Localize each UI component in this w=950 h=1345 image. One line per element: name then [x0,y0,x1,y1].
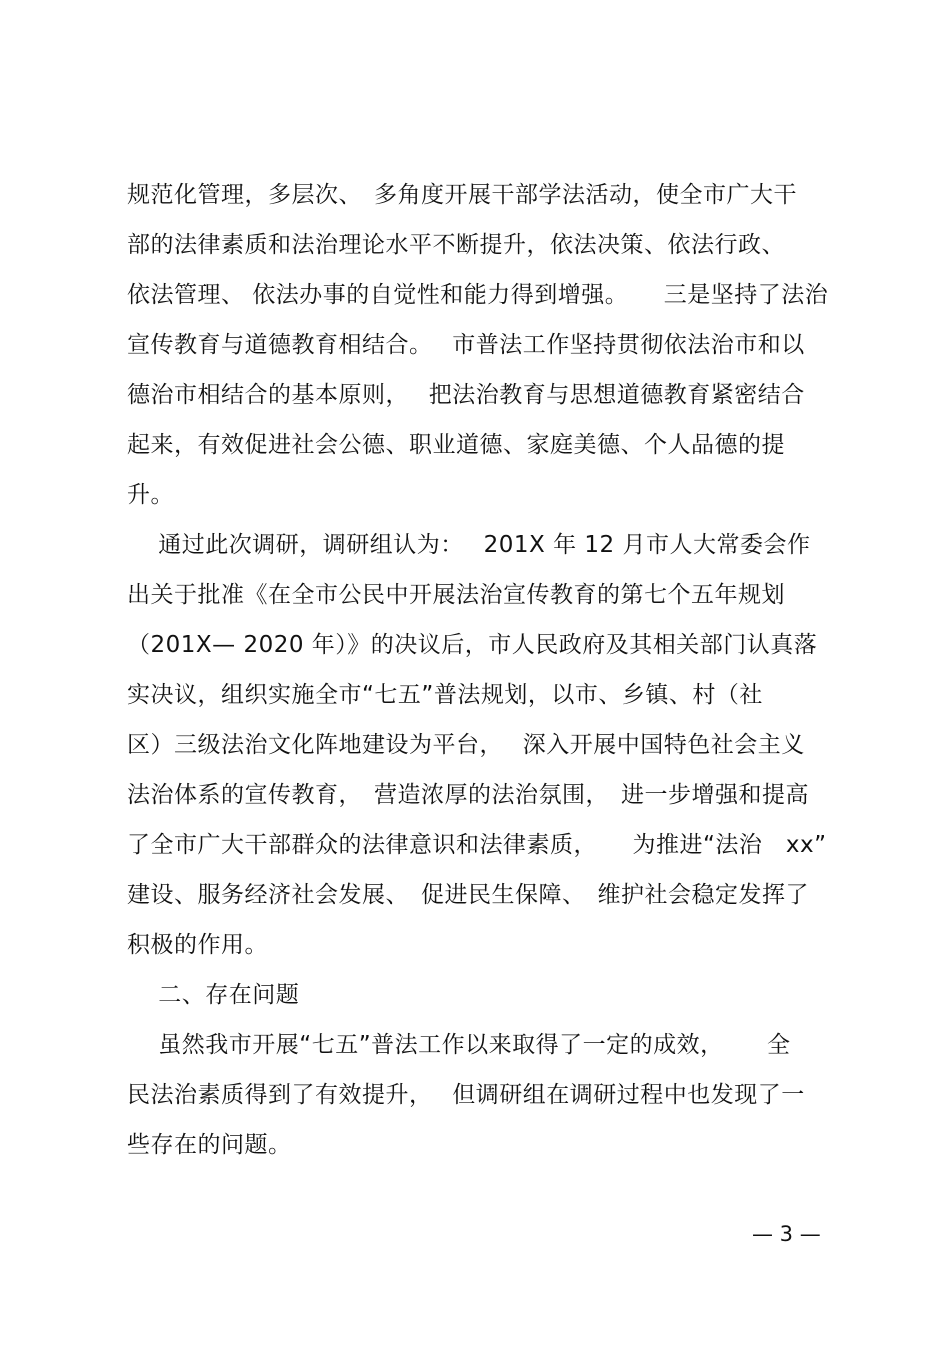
body-text-line: 了全市广大干部群众的法律意识和法律素质， 为推进“法治 xx” [127,832,827,858]
body-text-line: 部的法律素质和法治理论水平不断提升，依法决策、依法行政、 [127,232,785,258]
body-text-line: 宣传教育与道德教育相结合。 市普法工作坚持贯彻依法治市和以 [127,332,805,358]
body-text-line: 法治体系的宣传教育， 营造浓厚的法治氛围， 进一步增强和提高 [127,782,809,808]
body-text-line: 通过此次调研，调研组认为： 201X 年 12 月市人大常委会作 [127,532,811,558]
body-text-line: 起来，有效促进社会公德、职业道德、家庭美德、个人品德的提 [127,432,785,458]
body-text-line: 德治市相结合的基本原则， 把法治教育与思想道德教育紧密结合 [127,382,805,408]
page-number: — 3 — [752,1222,821,1246]
body-text-line: 积极的作用。 [127,932,268,958]
body-text-line: 民法治素质得到了有效提升， 但调研组在调研过程中也发现了一 [127,1082,805,1108]
body-text-line: 实决议，组织实施全市“七五”普法规划，以市、乡镇、村（社 [127,682,763,708]
body-text-line: 升。 [127,482,174,508]
body-text-line: 虽然我市开展“七五”普法工作以来取得了一定的成效， 全 [127,1032,791,1058]
body-text-line: 依法管理、 依法办事的自觉性和能力得到增强。 三是坚持了法治 [127,282,829,308]
body-text-line: 建设、服务经济社会发展、 促进民生保障、 维护社会稳定发挥了 [127,882,809,908]
section-heading: 二、存在问题 [127,982,300,1008]
body-text-line: （201X— 2020 年）》的决议后，市人民政府及其相关部门认真落 [127,632,818,658]
body-text-line: 出关于批准《在全市公民中开展法治宣传教育的第七个五年规划 [127,582,785,608]
body-text-line: 规范化管理，多层次、 多角度开展干部学法活动，使全市广大干 [127,182,797,208]
body-text-line: 些存在的问题。 [127,1132,292,1158]
body-text-line: 区）三级法治文化阵地建设为平台， 深入开展中国特色社会主义 [127,732,805,758]
